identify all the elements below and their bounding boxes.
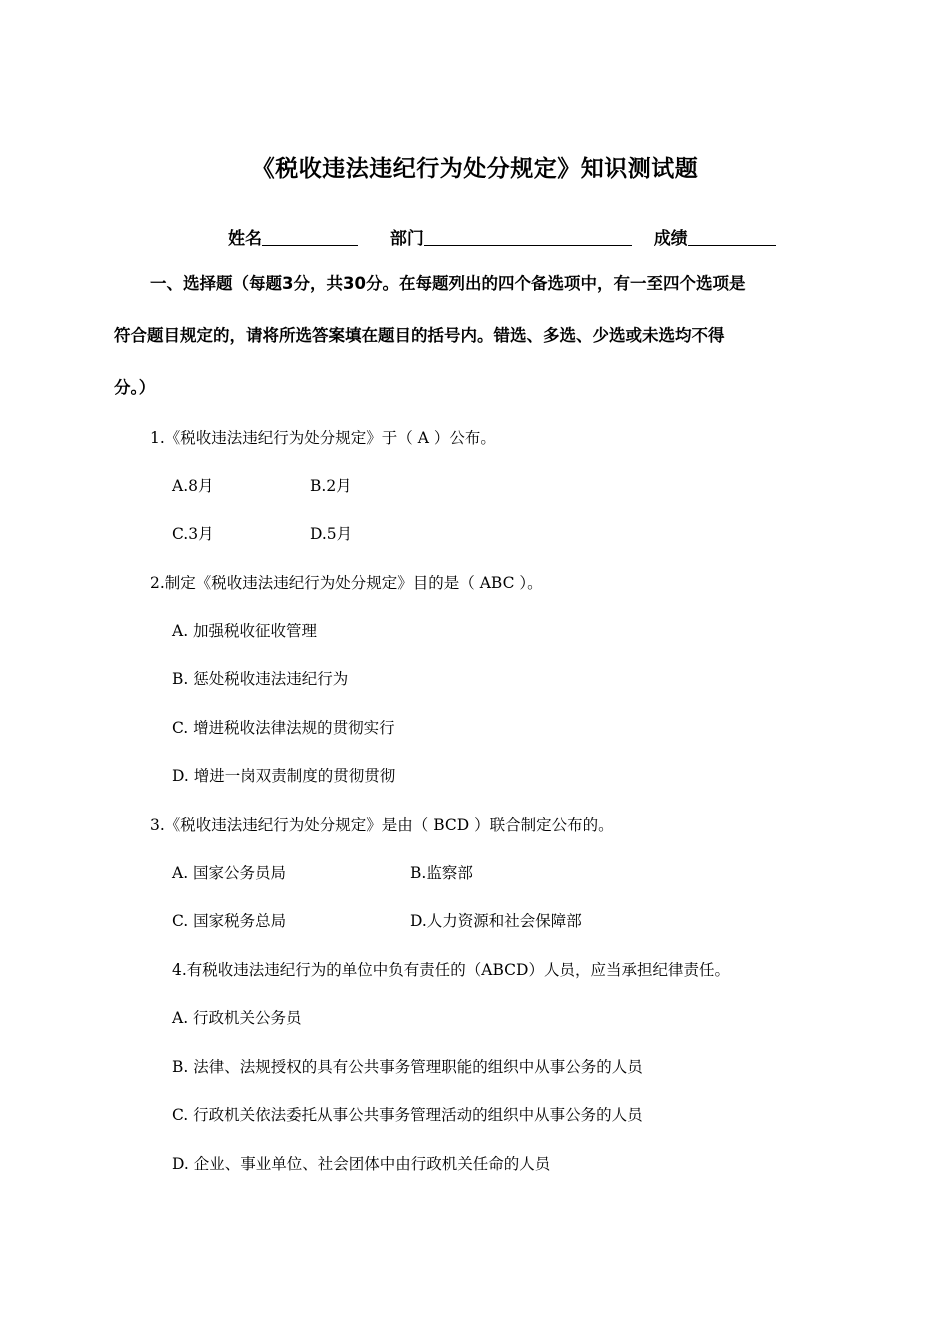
- score-label: 成绩: [653, 229, 688, 249]
- question-1-option-c: C.3月: [172, 525, 214, 543]
- section-instructions-line3: 分。）: [114, 378, 156, 397]
- question-3-option-d: D.人力资源和社会保障部: [410, 912, 582, 930]
- question-2-option-c: C. 增进税收法律法规的贯彻实行: [172, 719, 395, 737]
- question-1: 1.《税收违法违纪行为处分规定》于（ A ）公布。: [150, 429, 496, 447]
- info-row: [228, 224, 776, 249]
- question-3-option-c: C. 国家税务总局: [172, 912, 287, 930]
- page-title: 《税收违法违纪行为处分规定》知识测试题: [251, 156, 699, 182]
- section-instructions-line1: 一、选择题（每题3分，共30分。在每题列出的四个备选项中，有一至四个选项是: [150, 274, 746, 293]
- question-1-option-d: D.5月: [310, 525, 353, 543]
- score-blank: [688, 228, 776, 246]
- question-3-option-a: A. 国家公务员局: [172, 864, 287, 882]
- question-3-option-b: B.监察部: [410, 864, 473, 882]
- question-3: 3.《税收违法违纪行为处分规定》是由（ BCD ）联合制定公布的。: [150, 816, 614, 834]
- question-4-option-c: C. 行政机关依法委托从事公共事务管理活动的组织中从事公务的人员: [172, 1106, 643, 1124]
- section-instructions-line2: 符合题目规定的，请将所选答案填在题目的括号内。错选、多选、少选或未选均不得: [114, 326, 725, 345]
- question-1-option-a: A.8月: [172, 477, 214, 495]
- dept-blank: [424, 228, 632, 246]
- name-blank: [262, 228, 358, 246]
- question-4: 4.有税收违法违纪行为的单位中负有责任的（ABCD）人员，应当承担纪律责任。: [172, 961, 730, 979]
- question-2: 2.制定《税收违法违纪行为处分规定》目的是（ ABC ）。: [150, 574, 543, 592]
- dept-label: 部门: [389, 229, 424, 249]
- question-2-option-a: A. 加强税收征收管理: [172, 622, 318, 640]
- question-2-option-b: B. 惩处税收违法违纪行为: [172, 670, 349, 688]
- question-4-option-a: A. 行政机关公务员: [172, 1009, 302, 1027]
- question-2-option-d: D. 增进一岗双责制度的贯彻贯彻: [172, 767, 396, 785]
- name-label: 姓名: [228, 229, 262, 249]
- question-1-option-b: B.2月: [310, 477, 352, 495]
- question-4-option-b: B. 法律、法规授权的具有公共事务管理职能的组织中从事公务的人员: [172, 1058, 643, 1076]
- question-4-option-d: D. 企业、事业单位、社会团体中由行政机关任命的人员: [172, 1155, 551, 1173]
